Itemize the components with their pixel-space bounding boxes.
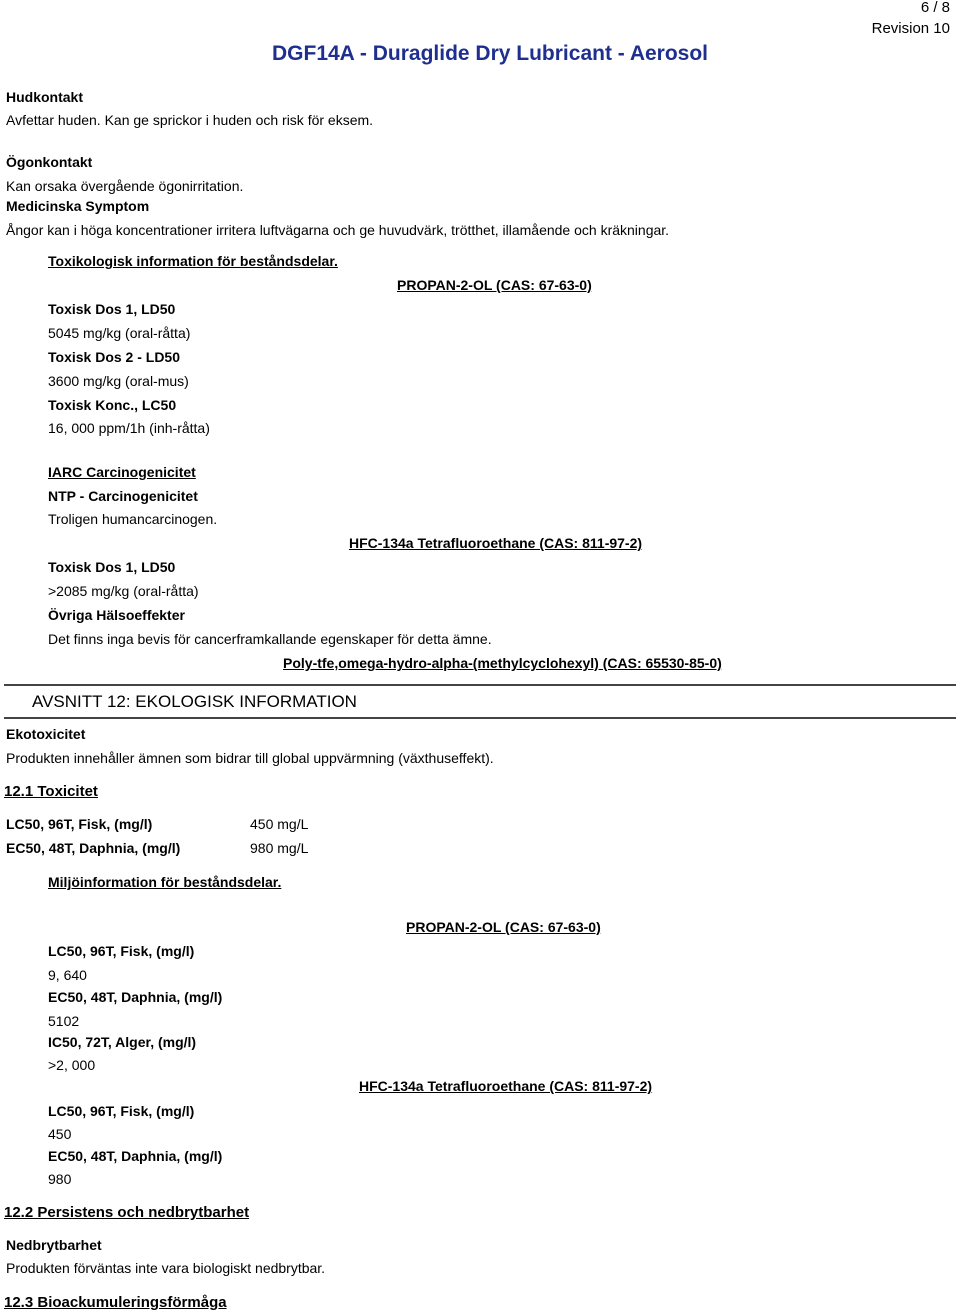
env-substance-propanol-heading: PROPAN-2-OL (CAS: 67-63-0) — [406, 919, 601, 935]
toxic-dose-1-value: 5045 mg/kg (oral-råtta) — [48, 325, 191, 341]
eye-contact-heading: Ögonkontakt — [6, 154, 93, 170]
persistence-subsection-heading: 12.2 Persistens och nedbrytbarhet — [4, 1204, 250, 1221]
ecotoxicity-heading: Ekotoxicitet — [6, 726, 86, 742]
ecotoxicity-text: Produkten innehåller ämnen som bidrar till global uppvärmning (växthuseffekt). — [6, 750, 494, 766]
toxic-conc-value: 16, 000 ppm/1h (inh-råtta) — [48, 420, 210, 436]
degradability-text: Produkten förväntas inte vara biologiskt nedbrytbar. — [6, 1260, 326, 1276]
other-health-effects-label: Övriga Hälsoeffekter — [48, 607, 185, 623]
env-propanol-ic50-label: IC50, 72T, Alger, (mg/l) — [48, 1034, 197, 1050]
substance-polytfe-heading: Poly-tfe,omega-hydro-alpha-(methylcyclohexyl) (CAS: 65530-85-0) — [283, 655, 722, 671]
env-propanol-lc50-value: 9, 640 — [48, 967, 87, 983]
env-propanol-ec50-value: 5102 — [48, 1013, 80, 1029]
other-health-effects-value: Det finns inga bevis för cancerframkallande egenskaper för detta ämne. — [48, 631, 492, 647]
substance-propanol-heading: PROPAN-2-OL (CAS: 67-63-0) — [397, 277, 592, 293]
env-propanol-ec50-label: EC50, 48T, Daphnia, (mg/l) — [48, 989, 223, 1005]
section-12-title: AVSNITT 12: EKOLOGISK INFORMATION — [32, 692, 357, 711]
iarc-carcinogenicity-label: IARC Carcinogenicitet — [48, 464, 196, 480]
toxic-dose-2-value: 3600 mg/kg (oral-mus) — [48, 373, 189, 389]
toxic-dose-1-label: Toxisk Dos 1, LD50 — [48, 301, 176, 317]
toxic-dose-hfc-value: >2085 mg/kg (oral-råtta) — [48, 583, 199, 599]
bioaccumulation-subsection-heading: 12.3 Bioackumuleringsförmåga — [4, 1294, 227, 1311]
substance-hfc134a-heading: HFC-134a Tetrafluoroethane (CAS: 811-97-2) — [349, 535, 643, 551]
medical-symptoms-text: Ångor kan i höga koncentrationer irritera luftvägarna och ge huvudvärk, trötthet, illamående och kräkningar. — [6, 222, 670, 238]
degradability-heading: Nedbrytbarhet — [6, 1237, 102, 1253]
tox-row-value: 450 mg/L — [250, 816, 309, 832]
toxicology-components-heading: Toxikologisk information för beståndsdelar. — [48, 253, 338, 269]
toxic-conc-label: Toxisk Konc., LC50 — [48, 397, 177, 413]
env-propanol-lc50-label: LC50, 96T, Fisk, (mg/l) — [48, 943, 195, 959]
tox-row-label: LC50, 96T, Fisk, (mg/l) — [6, 816, 153, 832]
revision-number: Revision 10 — [871, 20, 950, 37]
toxicity-subsection-heading: 12.1 Toxicitet — [4, 783, 98, 800]
page-number: 6 / 8 — [920, 0, 950, 16]
toxic-dose-hfc-label: Toxisk Dos 1, LD50 — [48, 559, 176, 575]
ntp-carcinogenicity-value: Troligen humancarcinogen. — [48, 511, 218, 527]
tox-row-value: 980 mg/L — [250, 840, 309, 856]
env-hfc-ec50-label: EC50, 48T, Daphnia, (mg/l) — [48, 1148, 223, 1164]
medical-symptoms-heading: Medicinska Symptom — [6, 198, 150, 214]
env-propanol-ic50-value: >2, 000 — [48, 1057, 96, 1073]
eye-contact-text: Kan orsaka övergående ögonirritation. — [6, 178, 244, 194]
tox-row-label: EC50, 48T, Daphnia, (mg/l) — [6, 840, 181, 856]
ntp-carcinogenicity-label: NTP - Carcinogenicitet — [48, 488, 198, 504]
skin-contact-text: Avfettar huden. Kan ge sprickor i huden och risk för eksem. — [6, 112, 374, 128]
env-hfc-lc50-value: 450 — [48, 1126, 72, 1142]
toxic-dose-2-label: Toxisk Dos 2 - LD50 — [48, 349, 181, 365]
document-title: DGF14A - Duraglide Dry Lubricant - Aerosol — [272, 42, 709, 65]
env-substance-hfc134a-heading: HFC-134a Tetrafluoroethane (CAS: 811-97-2) — [359, 1078, 653, 1094]
env-hfc-lc50-label: LC50, 96T, Fisk, (mg/l) — [48, 1103, 195, 1119]
environment-components-heading: Miljöinformation för beståndsdelar. — [48, 874, 282, 890]
env-hfc-ec50-value: 980 — [48, 1171, 72, 1187]
section-12-header — [4, 684, 956, 719]
skin-contact-heading: Hudkontakt — [6, 89, 83, 105]
